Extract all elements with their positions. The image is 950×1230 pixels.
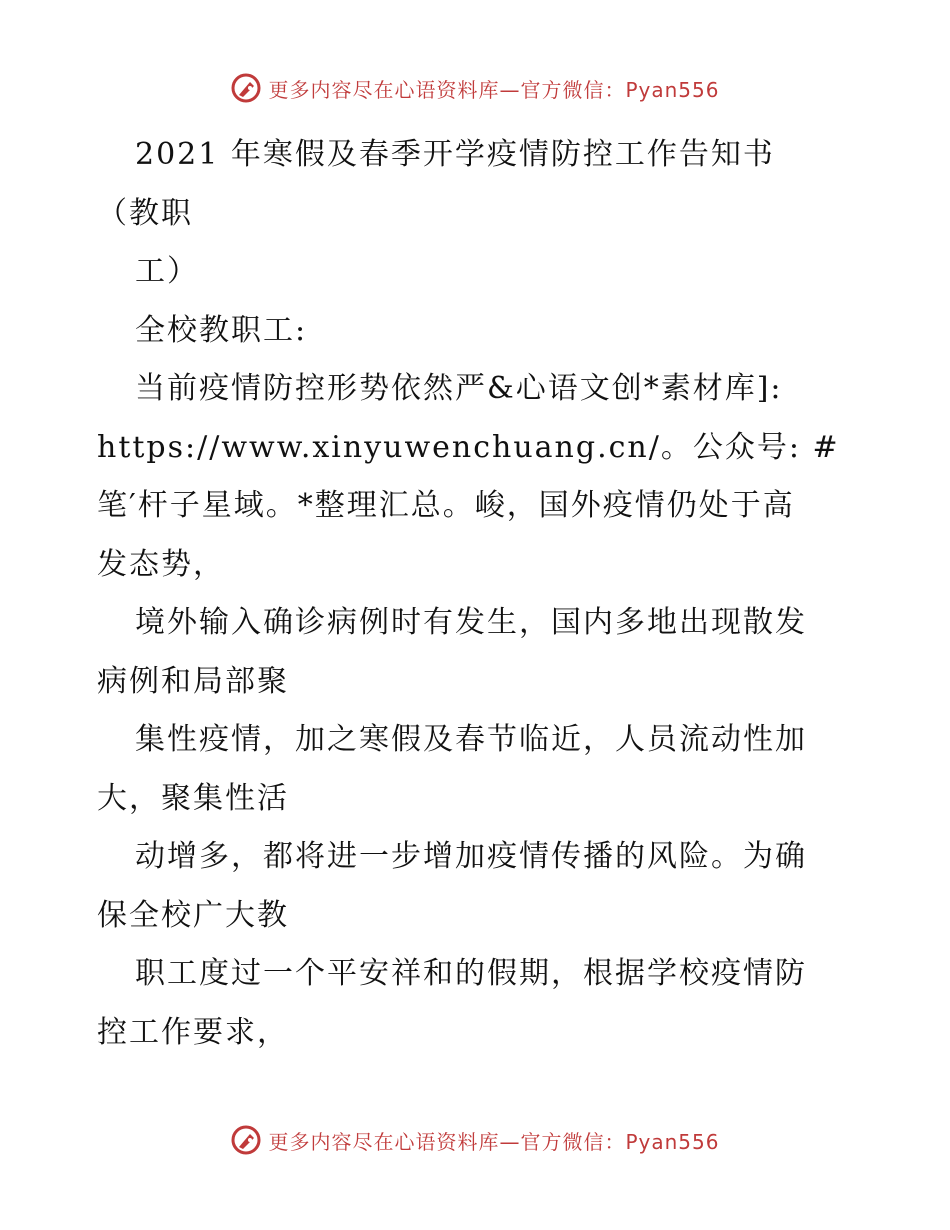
- paragraph-line: https://www.xinyuwenchuang.cn/。公众号: #: [97, 429, 840, 465]
- pen-nib-seal-icon: [230, 1124, 262, 1156]
- paragraph-line: 控工作要求，: [97, 1014, 289, 1050]
- paragraph-line: 动增多，都将进一步增加疫情传播的风险。为确: [135, 839, 807, 874]
- watermark-text: 更多内容尽在心语资料库—官方微信：Pyan556: [268, 1129, 720, 1154]
- paragraph-line: 当前疫情防控形势依然严&心语文创*素材库]:: [135, 371, 783, 406]
- paragraph-line: 发态势，: [97, 546, 225, 582]
- doc-title-line-2: （教职: [97, 195, 193, 231]
- paragraph-line: 病例和局部聚: [97, 663, 289, 699]
- paragraph-line: 大，聚集性活: [97, 780, 289, 816]
- document-body: [97, 126, 857, 1062]
- paragraph-line: 集性疫情，加之寒假及春节临近，人员流动性加: [135, 722, 807, 757]
- paragraph-line: 境外输入确诊病例时有发生，国内多地出现散发: [135, 605, 807, 640]
- salutation: 全校教职工:: [135, 312, 308, 348]
- footer-watermark: [0, 1124, 950, 1156]
- paragraph-line: 笔′杆子星域。*整理汇总。峻，国外疫情仍处于高: [97, 488, 795, 523]
- doc-title-line-3: 工）: [135, 254, 199, 289]
- pen-nib-seal-icon: [230, 72, 262, 104]
- watermark-text: 更多内容尽在心语资料库—官方微信：Pyan556: [268, 77, 720, 102]
- header-watermark: [0, 72, 950, 104]
- paragraph-line: 职工度过一个平安祥和的假期，根据学校疫情防: [135, 956, 807, 991]
- paragraph-line: 保全校广大教: [97, 897, 289, 933]
- doc-title-line-1: 2021 年寒假及春季开学疫情防控工作告知书: [135, 137, 775, 172]
